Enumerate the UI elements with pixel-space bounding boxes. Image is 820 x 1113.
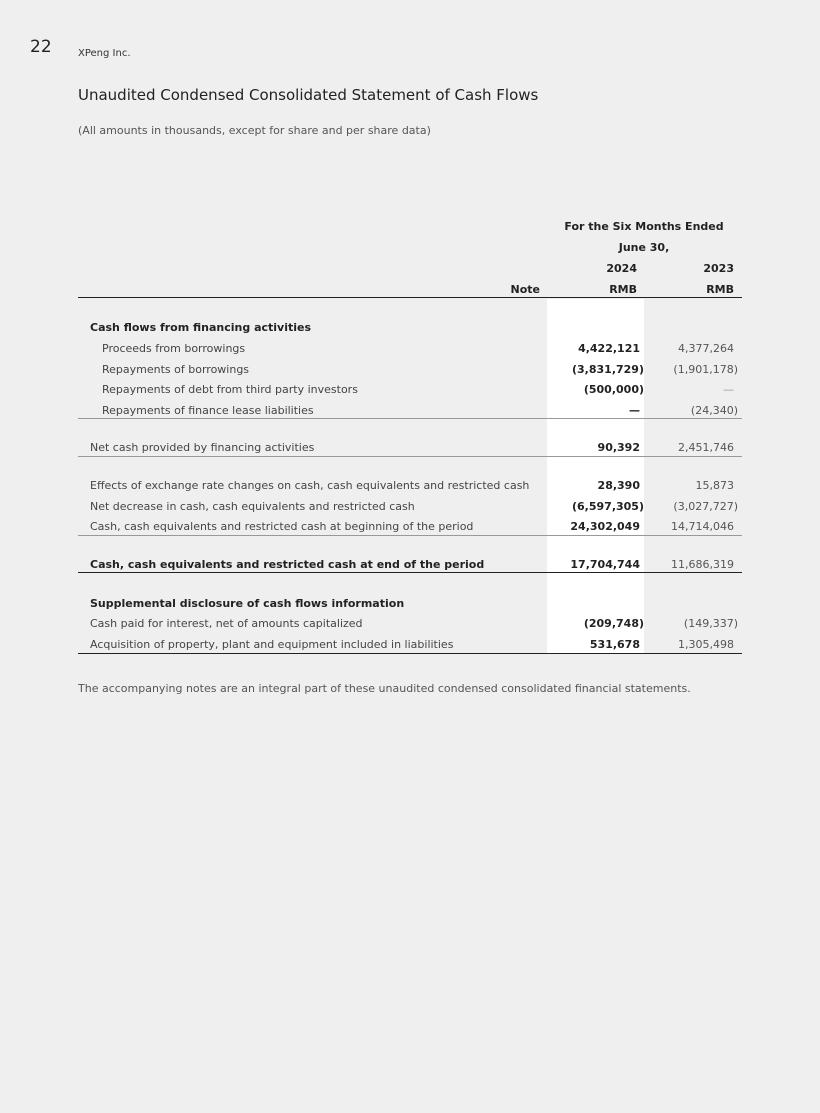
row-label: Net decrease in cash, cash equivalents and restricted cash	[90, 500, 415, 513]
row-label: Repayments of debt from third party investors	[102, 383, 358, 396]
table-row-net-financing	[78, 437, 742, 458]
statement-title: Unaudited Condensed Consolidated Statement of Cash Flows	[78, 86, 539, 104]
value-2024: (500,000)	[583, 383, 644, 396]
company-name: XPeng Inc.	[78, 48, 131, 59]
value-2023: (149,337)	[683, 617, 738, 630]
value-2023: 11,686,319	[671, 558, 734, 571]
value-2023: 15,873	[695, 479, 734, 492]
value-2024: 4,422,121	[578, 342, 640, 355]
page-number: 22	[30, 37, 52, 57]
table-row	[78, 516, 742, 537]
section-heading-financing	[78, 317, 742, 338]
value-2023: 14,714,046	[671, 520, 734, 533]
header-rule	[78, 297, 742, 298]
value-2024: (6,597,305)	[572, 500, 644, 513]
value-2023: —	[723, 383, 734, 396]
table-row	[78, 338, 742, 359]
value-2024: (209,748)	[583, 617, 644, 630]
table-row	[78, 475, 742, 496]
table-row	[78, 359, 742, 380]
row-label: Supplemental disclosure of cash flows information	[90, 597, 405, 610]
total-rule	[78, 572, 742, 573]
footnote: The accompanying notes are an integral part of these unaudited condensed consolidated financial statements.	[78, 682, 691, 695]
row-label: Acquisition of property, plant and equipment included in liabilities	[90, 638, 454, 651]
currency-2023-header: RMB	[706, 283, 734, 296]
value-2023: (24,340)	[690, 404, 738, 417]
value-2024: 90,392	[597, 441, 640, 454]
year-2024-header: 2024	[606, 262, 637, 275]
row-label: Cash, cash equivalents and restricted cash at beginning of the period	[90, 520, 474, 533]
value-2023: (1,901,178)	[673, 363, 738, 376]
subtotal-rule	[78, 418, 742, 419]
value-2024: 531,678	[589, 638, 640, 651]
subtotal-rule	[78, 456, 742, 457]
row-label: Proceeds from borrowings	[102, 342, 246, 355]
bottom-rule	[78, 653, 742, 654]
subtotal-rule	[78, 535, 742, 536]
row-label: Cash paid for interest, net of amounts capitalized	[90, 617, 363, 630]
note-header: Note	[510, 283, 540, 296]
row-label: Repayments of borrowings	[102, 363, 250, 376]
section-heading-supplemental	[78, 593, 742, 614]
row-label: Effects of exchange rate changes on cash, cash equivalents and restricted cash	[90, 479, 530, 492]
value-2023: 2,451,746	[678, 441, 734, 454]
table-row	[78, 496, 742, 517]
table-row	[78, 613, 742, 634]
value-2024: —	[629, 404, 640, 417]
value-2024: (3,831,729)	[572, 363, 644, 376]
table-row	[78, 379, 742, 400]
row-label: Cash, cash equivalents and restricted cash at end of the period	[90, 558, 485, 571]
period-header-line1: For the Six Months Ended	[564, 220, 724, 233]
value-2024: 24,302,049	[570, 520, 640, 533]
year-2023-header: 2023	[703, 262, 734, 275]
value-2024: 28,390	[597, 479, 640, 492]
row-label: Repayments of finance lease liabilities	[102, 404, 314, 417]
row-label: Cash flows from financing activities	[90, 321, 312, 334]
row-label: Net cash provided by financing activities	[90, 441, 315, 454]
value-2023: 1,305,498	[678, 638, 734, 651]
table-row	[78, 634, 742, 655]
statement-subtitle: (All amounts in thousands, except for share and per share data)	[78, 124, 431, 137]
value-2023: 4,377,264	[678, 342, 734, 355]
value-2023: (3,027,727)	[673, 500, 738, 513]
value-2024: 17,704,744	[570, 558, 640, 571]
period-header-line2: June 30,	[618, 241, 670, 254]
currency-2024-header: RMB	[609, 283, 637, 296]
